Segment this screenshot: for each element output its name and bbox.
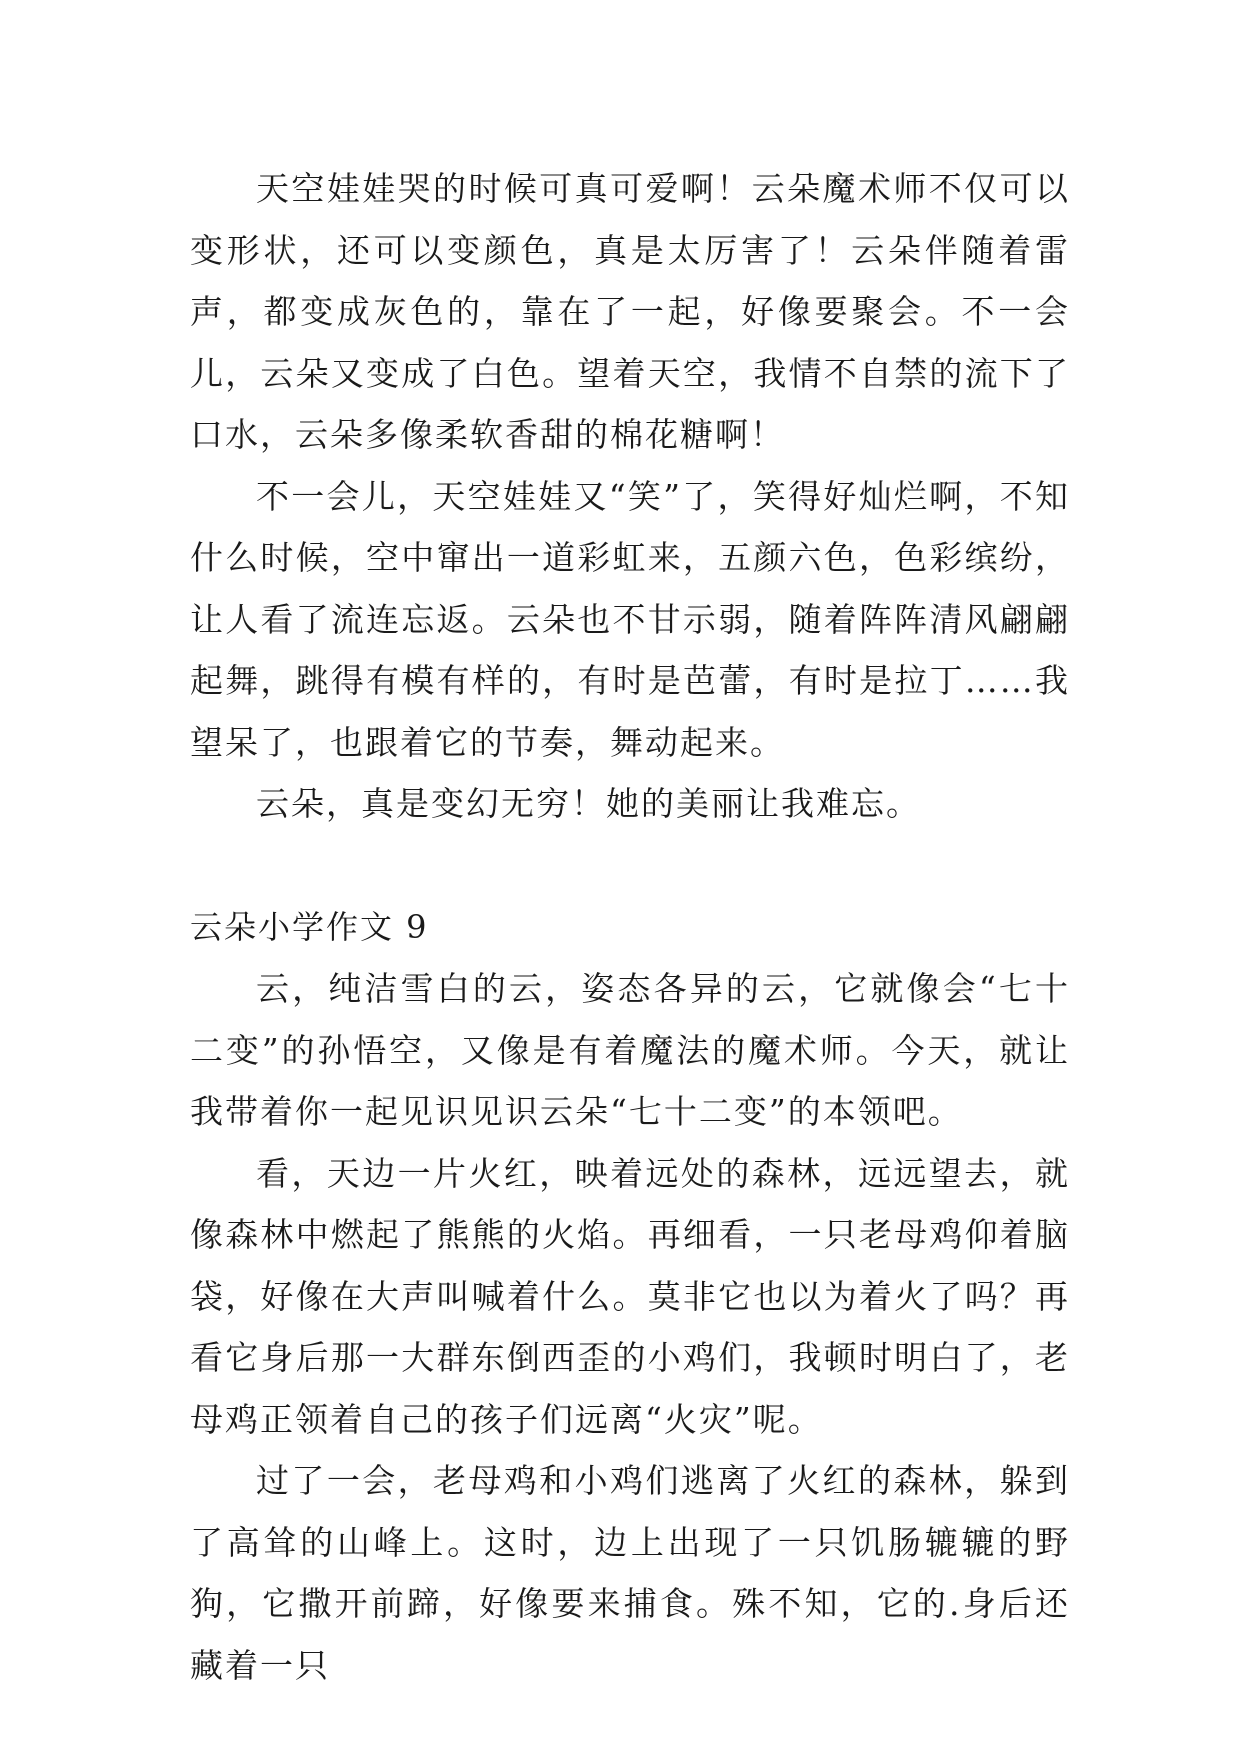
paragraph: 看，天边一片火红，映着远处的森林，远远望去，就像森林中燃起了熊熊的火焰。再细看，一只老母鸡仰着脑袋，好像在大声叫喊着什么。莫非它也以为着火了吗？再看它身后那一大群东倒西歪的小鸡们，我顿时明白了，老母鸡正领着自己的孩子们远离“火灾”呢。 bbox=[190, 1153, 1070, 1439]
paragraph: 云，纯洁雪白的云，姿态各异的云，它就像会“七十二变”的孙悟空，又像是有着魔法的魔术师。今天，就让我带着你一起见识见识云朵“七十二变”的本领吧。 bbox=[190, 969, 1070, 1131]
section-title: 云朵小学作文 9 bbox=[190, 907, 429, 946]
document-body bbox=[190, 158, 1070, 1696]
paragraph: 不一会儿，天空娃娃又“笑”了，笑得好灿烂啊，不知什么时候，空中窜出一道彩虹来，五颜六色，色彩缤纷，让人看了流连忘返。云朵也不甘示弱，随着阵阵清风翩翩起舞，跳得有模有样的，有时是芭蕾，有时是拉丁……我望呆了，也跟着它的节奏，舞动起来。 bbox=[190, 476, 1070, 762]
paragraph: 过了一会，老母鸡和小鸡们逃离了火红的森林，躲到了高耸的山峰上。这时，边上出现了一只饥肠辘辘的野狗，它撒开前蹄，好像要来捕食。殊不知，它的.身后还藏着一只 bbox=[190, 1461, 1070, 1685]
paragraph: 天空娃娃哭的时候可真可爱啊！云朵魔术师不仅可以变形状，还可以变颜色，真是太厉害了！云朵伴随着雷声，都变成灰色的，靠在了一起，好像要聚会。不一会儿，云朵又变成了白色。望着天空，我情不自禁的流下了口水，云朵多像柔软香甜的棉花糖啊！ bbox=[190, 169, 1070, 454]
paragraph: 云朵，真是变幻无穷！她的美丽让我难忘。 bbox=[256, 784, 921, 823]
